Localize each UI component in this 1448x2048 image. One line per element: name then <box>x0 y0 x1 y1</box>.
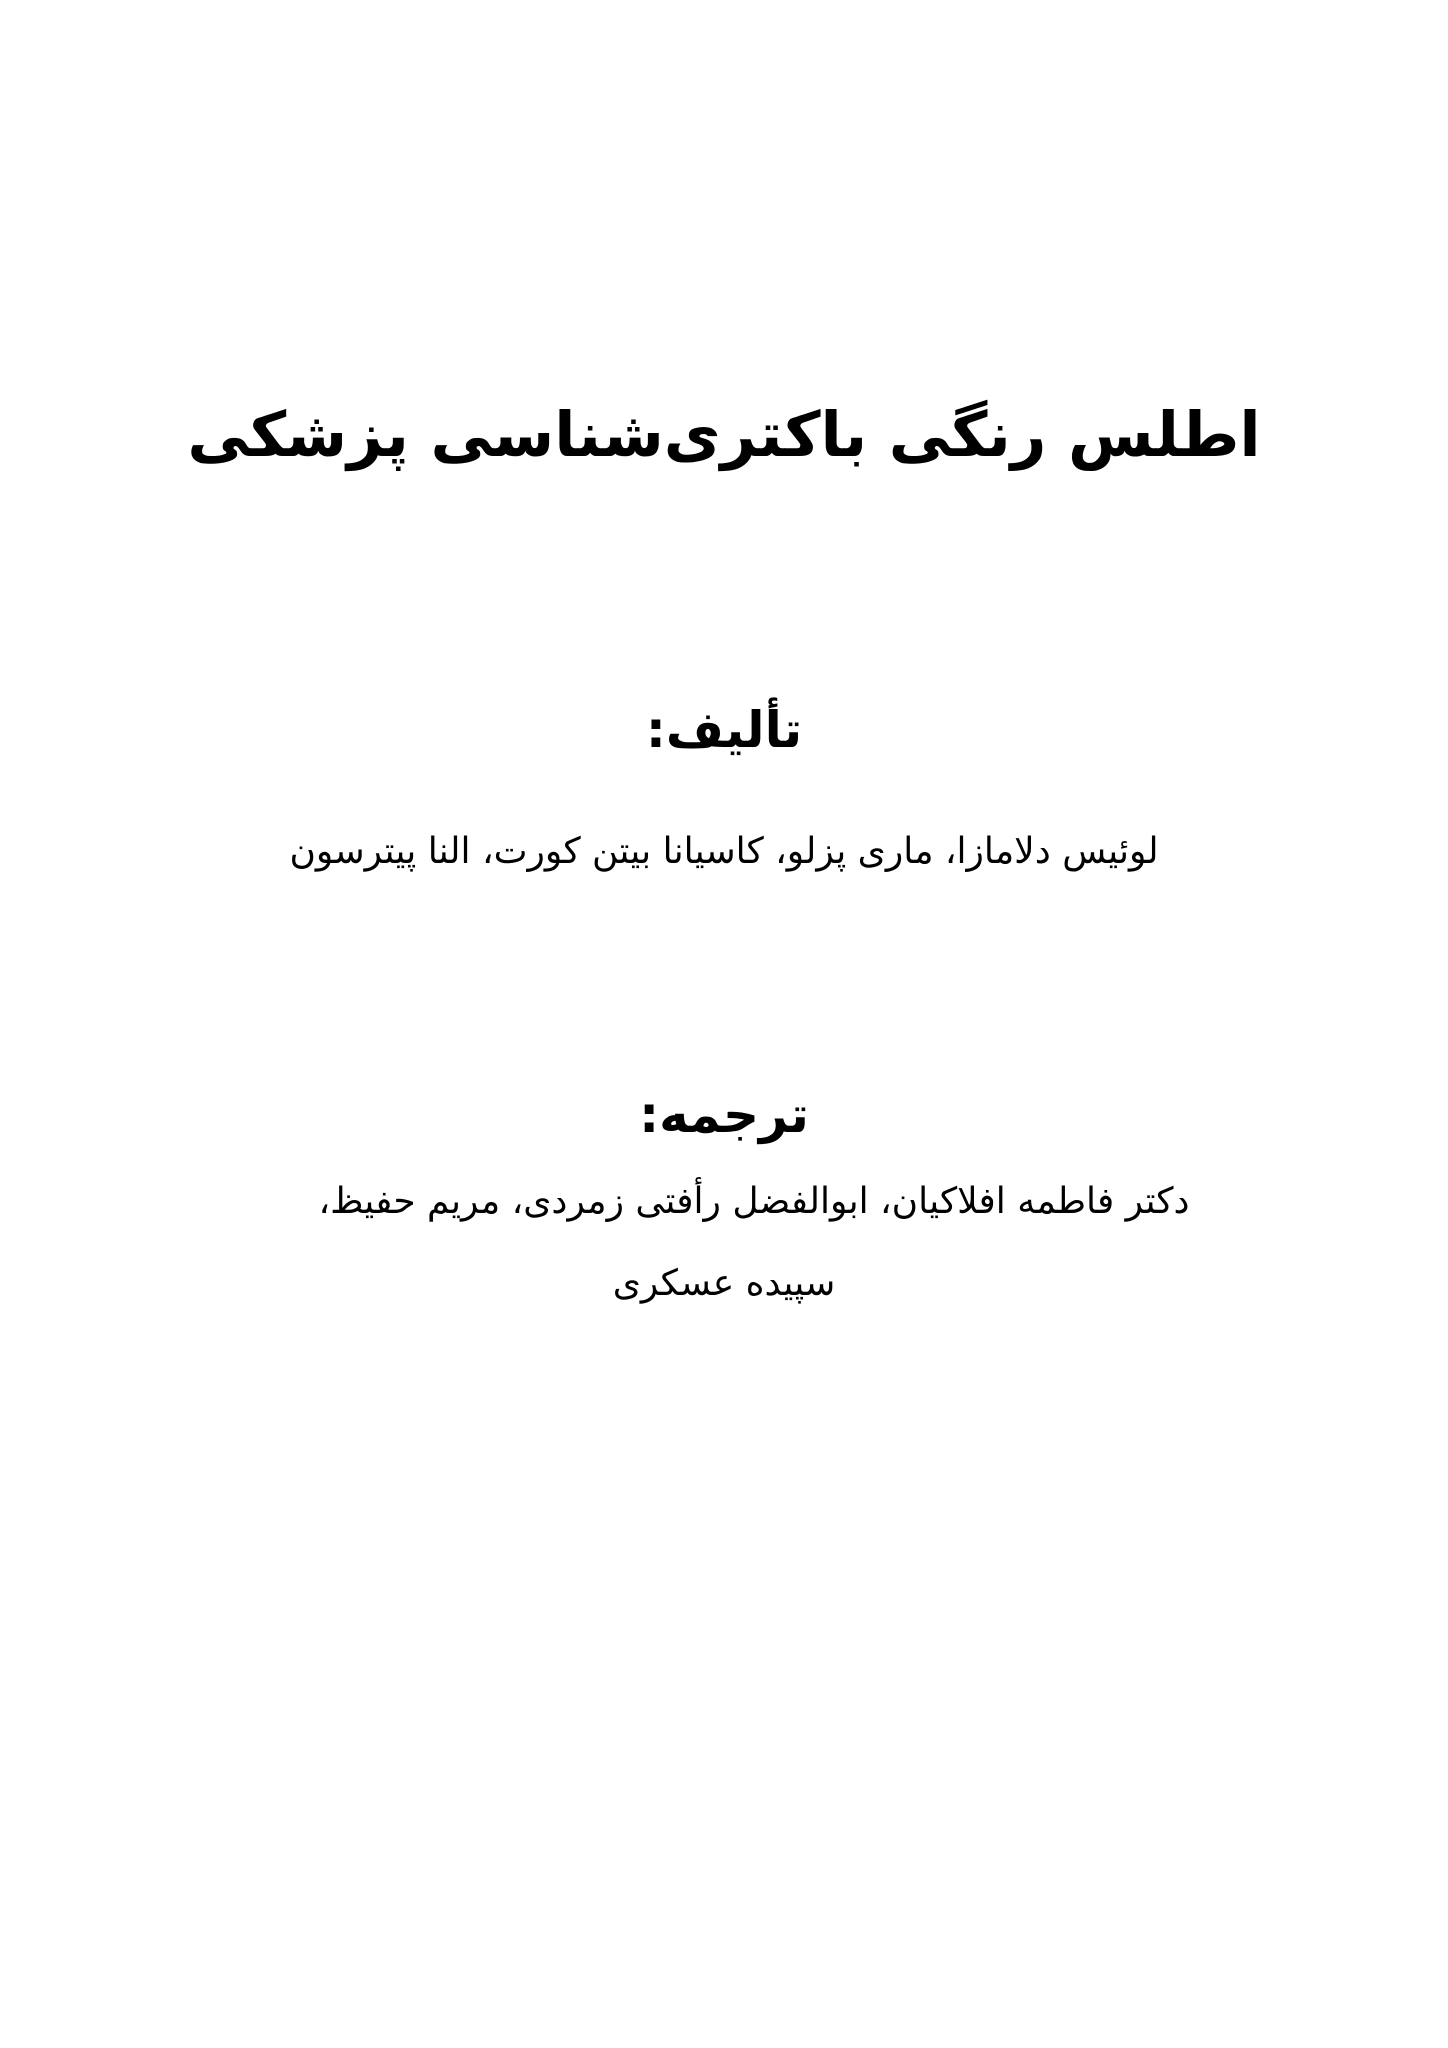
translators-heading: ترجمه: <box>639 1086 809 1144</box>
book-title: اطلس رنگی باکتری‌شناسی پزشکی <box>187 398 1261 471</box>
authors-heading: تألیف: <box>645 701 803 759</box>
authors-names: لوئیس دلامازا، ماری پزلو، کاسیانا بیتن کورت، النا پیترسون <box>289 831 1159 872</box>
translators-names-line-1: دکتر فاطمه افلاکیان، ابوالفضل رأفتی زمردی، مریم حفیظ، <box>318 1181 1190 1222</box>
translators-names-line-2: سپیده عسکری <box>612 1263 836 1304</box>
